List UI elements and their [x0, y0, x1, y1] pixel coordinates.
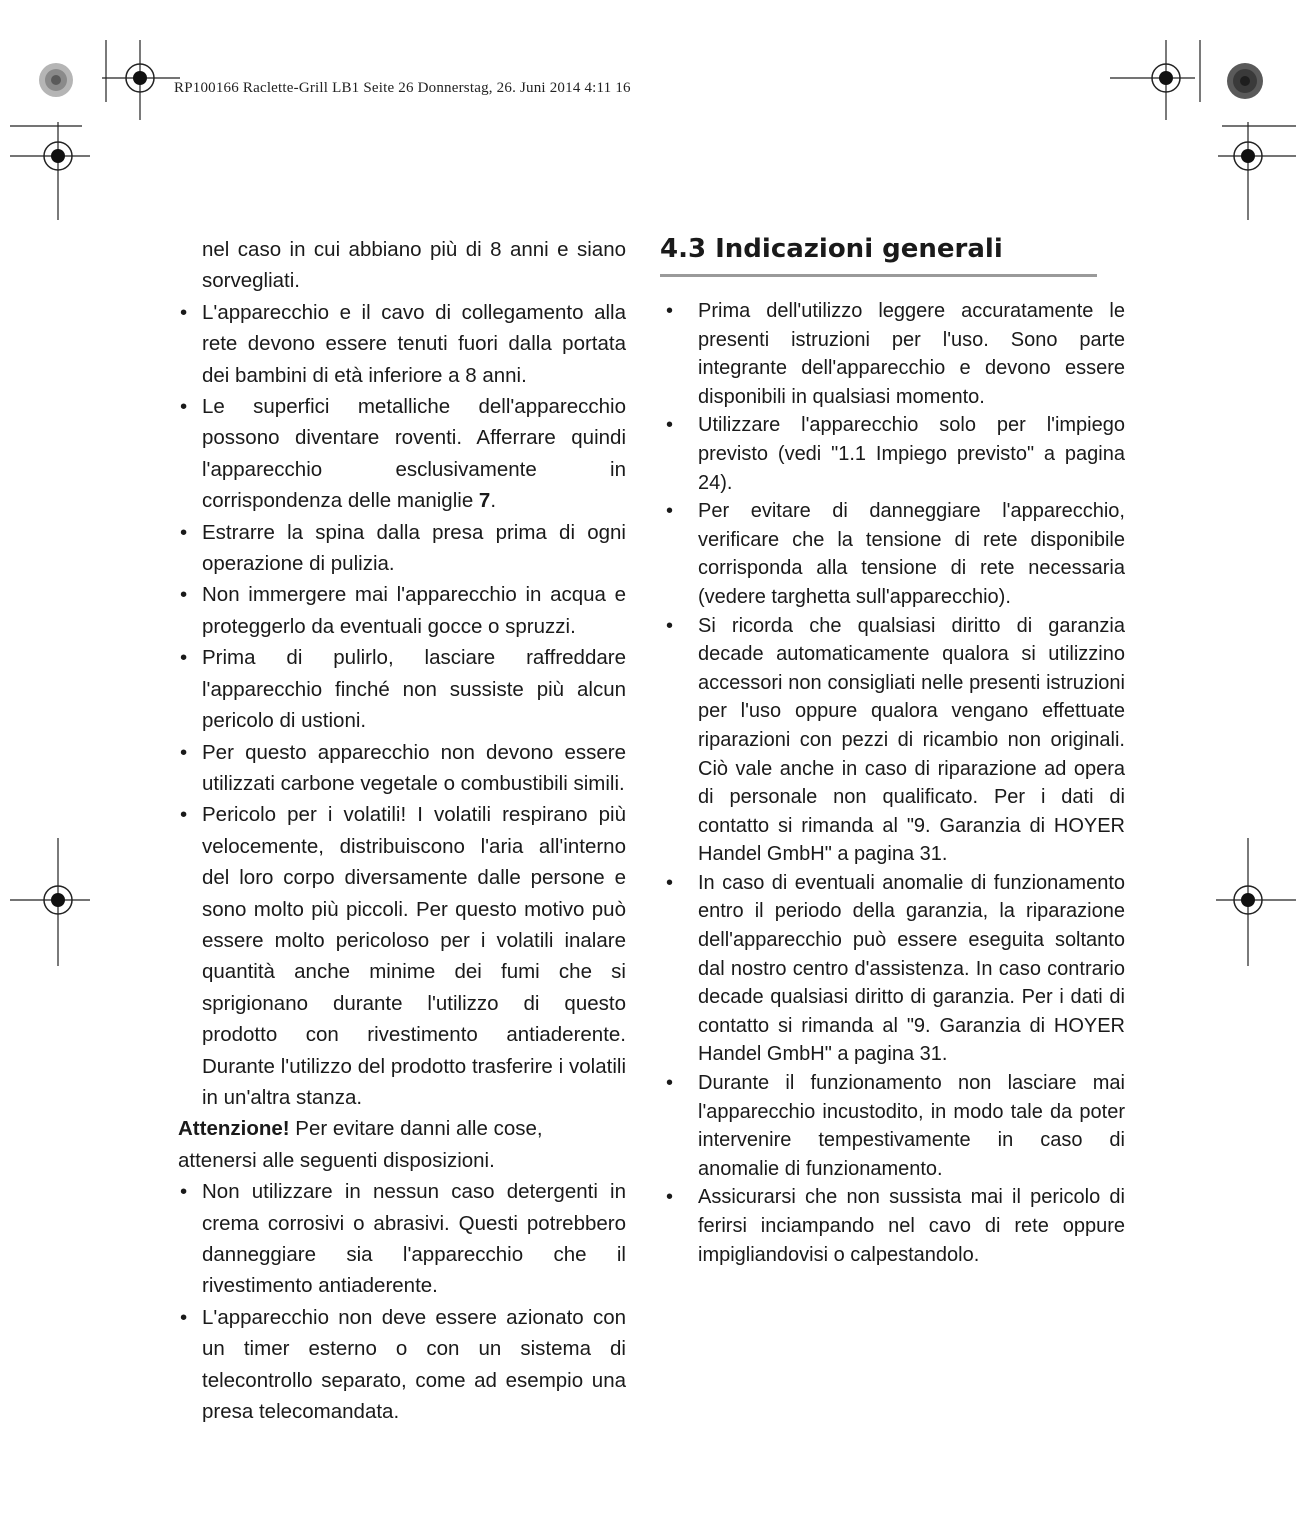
list-item: • L'apparecchio non deve essere azionato con un timer esterno o con un sistema di telecontrollo separato, come ad esempio una presa telecomandata.	[178, 1302, 626, 1428]
bullet-icon: •	[666, 300, 674, 322]
section-title: 4.3 Indicazioni generali	[660, 234, 1003, 264]
list-item: • Non immergere mai l'apparecchio in acqua e proteggerlo da eventuali gocce o spruzzi.	[178, 579, 626, 642]
registration-mark-right-upper	[1218, 122, 1298, 222]
list-item: • Assicurarsi che non sussista mai il pericolo di ferirsi inciampando nel cavo di rete oppure impigliandovisi o calpestandolo.	[660, 1183, 1125, 1269]
list-item: • Non utilizzare in nessun caso detergenti in crema corrosivi o abrasivi. Questi potrebbero danneggiare sia l'apparecchio che il rivestimento antiaderente.	[178, 1176, 626, 1302]
registration-mark-top-right	[1110, 40, 1205, 120]
bullet-icon: •	[666, 614, 674, 637]
bullet-icon: •	[666, 871, 674, 894]
registration-mark-left-middle	[10, 838, 90, 968]
registration-mark-left-upper	[10, 122, 90, 222]
list-item: • Prima di pulirlo, lasciare raffreddare l'apparecchio finché non sussiste più alcun pericolo di ustioni.	[178, 642, 626, 736]
handle-reference: 7	[478, 489, 491, 513]
color-wheel-mark-right	[1226, 62, 1264, 100]
list-item: • Utilizzare l'apparecchio solo per l'impiego previsto (vedi "1.1 Impiego previsto" a pagina 24).	[660, 411, 1125, 497]
list-item: • L'apparecchio e il cavo di collegamento alla rete devono essere tenuti fuori dalla portata dei bambini di età inferiore a 8 anni.	[178, 297, 626, 391]
bullet-icon: •	[666, 500, 674, 523]
bullet-icon: •	[666, 1186, 674, 1209]
bullet-icon: •	[180, 803, 188, 827]
list-item: • Per questo apparecchio non devono essere utilizzati carbone vegetale o combustibili simili.	[178, 737, 626, 800]
bullet-icon: •	[666, 414, 674, 437]
bullet-icon: •	[180, 520, 188, 544]
left-column	[178, 234, 626, 1427]
bullet-icon: •	[180, 395, 188, 419]
bullet-icon: •	[180, 583, 188, 607]
list-item: • Le superfici metalliche dell'apparecchio possono diventare roventi. Afferrare quindi l'apparecchio esclusivamente in corrispondenza delle maniglie 7.	[178, 391, 626, 517]
list-item: • Pericolo per i volatili! I volatili respirano più velocemente, distribuiscono l'aria all'interno del loro corpo diversamente dalle persone e sono molto più piccoli. Per questo motivo può essere molto pericoloso per i volatili inalare quantità anche minime dei fumi che si sprigionano durante l'utilizzo di questo prodotto con rivestimento antiaderente. Durante l'utilizzo del prodotto trasferire i volatili in un'altra stanza.	[178, 799, 626, 1113]
attention-label: Attenzione!	[178, 1117, 290, 1141]
list-item: • In caso di eventuali anomalie di funzionamento entro il periodo della garanzia, la riparazione dell'apparecchio può essere eseguita soltanto dal nostro centro d'assistenza. In caso contrario decade qualsiasi diritto di garanzia. Per i dati di contatto si rimanda al "9. Garanzia di HOYER Handel GmbH" a pagina 31.	[660, 869, 1125, 1069]
bullet-icon: •	[180, 1305, 188, 1329]
list-item: • Per evitare di danneggiare l'apparecchio, verificare che la tensione di rete disponibile corrisponda alla tensione di rete necessaria (vedere targhetta sull'apparecchio).	[660, 497, 1125, 611]
section-divider	[660, 274, 1097, 277]
bullet-icon: •	[180, 646, 188, 670]
general-instructions-list	[660, 297, 1125, 1269]
list-item: • Estrarre la spina dalla presa prima di ogni operazione di pulizia.	[178, 517, 626, 580]
continuation-text: nel caso in cui abbiano più di 8 anni e siano sorvegliati.	[202, 238, 626, 293]
list-item: • Prima dell'utilizzo leggere accuratamente le presenti istruzioni per l'uso. Sono parte integrante dell'apparecchio e devono essere disponibili in qualsiasi momento.	[660, 297, 1125, 411]
right-column	[660, 230, 1125, 1269]
bullet-icon: •	[180, 740, 188, 764]
registration-mark-right-middle	[1216, 838, 1296, 968]
bullet-icon: •	[180, 300, 188, 324]
bullet-icon: •	[180, 1180, 188, 1204]
list-item: • Durante il funzionamento non lasciare mai l'apparecchio incustodito, in modo tale da poter intervenire tempestivamente in caso di anomalie di funzionamento.	[660, 1069, 1125, 1183]
print-header: RP100166 Raclette-Grill LB1 Seite 26 Donnerstag, 26. Juni 2014 4:11 16	[174, 80, 631, 96]
color-wheel-mark-left	[38, 62, 74, 98]
bullet-icon: •	[666, 1072, 674, 1095]
list-item: • Si ricorda che qualsiasi diritto di garanzia decade automaticamente qualora si utilizzino accessori non consigliati nelle presenti istruzioni per l'uso oppure qualora vengano effettuate riparazioni con pezzi di ricambio non originali. Ciò vale anche in caso di riparazione ad opera di personale non qualificato. Per i dati di contatto si rimanda al "9. Garanzia di HOYER Handel GmbH" a pagina 31.	[660, 612, 1125, 869]
attention-note: Attenzione! Per evitare danni alle cose, attenersi alle seguenti disposizioni.	[178, 1117, 543, 1172]
